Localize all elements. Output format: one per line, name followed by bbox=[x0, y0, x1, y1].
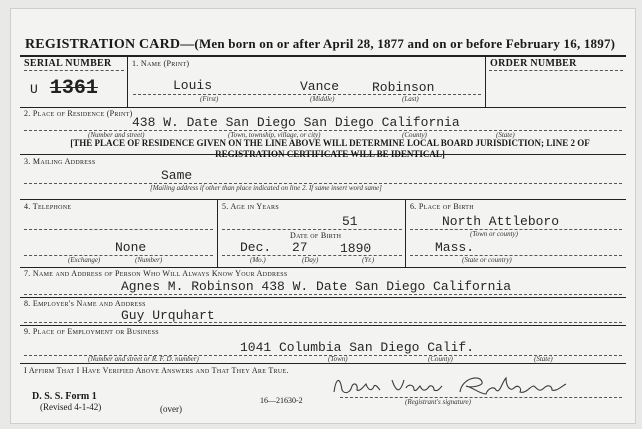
birthplace-label: 6. Place of Birth bbox=[410, 202, 474, 211]
employer-value: Guy Urquhart bbox=[121, 308, 215, 323]
mailing-caption: [Mailing address if other than place indicated on line 2. If same insert word same] bbox=[150, 184, 382, 192]
rule-top bbox=[20, 55, 626, 57]
birthplace-dash-2 bbox=[410, 255, 622, 256]
contact-value: Agnes M. Robinson 438 W. Date San Diego California bbox=[121, 279, 512, 294]
residence-caption-county: (County) bbox=[402, 131, 427, 139]
form-revised: (Revised 4-1-42) bbox=[40, 402, 102, 412]
rule-order bbox=[485, 55, 486, 107]
card-title bbox=[25, 36, 615, 53]
birthplace-town: North Attleboro bbox=[442, 214, 560, 229]
order-dash bbox=[489, 70, 623, 71]
last-caption: (Last) bbox=[402, 95, 419, 103]
telephone-caption-exchange: (Exchange) bbox=[68, 256, 101, 264]
mailing-label: 3. Mailing Address bbox=[24, 157, 96, 166]
rule-6 bbox=[20, 325, 626, 326]
card-title-main: REGISTRATION CARD— bbox=[25, 37, 195, 52]
birthplace-state: Mass. bbox=[435, 240, 475, 255]
rule-tel bbox=[217, 199, 218, 267]
employment-caption-state: (State) bbox=[534, 355, 553, 363]
residence-caption-street: (Number and street) bbox=[88, 131, 145, 139]
dob-month: Dec. bbox=[240, 240, 272, 255]
rule-7 bbox=[20, 363, 626, 364]
employer-dash bbox=[24, 322, 622, 323]
rule-serial bbox=[127, 55, 128, 107]
first-name: Louis bbox=[173, 78, 213, 93]
employment-caption-county: (County) bbox=[428, 355, 453, 363]
rule-5 bbox=[20, 297, 626, 298]
residence-value: 438 W. Date San Diego San Diego California bbox=[132, 115, 460, 130]
serial-dash bbox=[24, 70, 124, 71]
telephone-value: None bbox=[115, 240, 147, 255]
contact-label: 7. Name and Address of Person Who Will Always Know Your Address bbox=[24, 269, 288, 278]
rule-4 bbox=[20, 267, 626, 268]
residence-notice: [THE PLACE OF RESIDENCE GIVEN ON THE LINE ABOVE WILL DETERMINE LOCAL BOARD JURISDICTION; LINE 2 OF REGISTRATION CERTIFICATE WILL BE IDENTICAL] bbox=[70, 138, 590, 159]
mailing-value: Same bbox=[161, 168, 193, 183]
rule-age bbox=[405, 199, 406, 267]
rule-1 bbox=[20, 107, 626, 108]
card-title-subtitle: (Men born on or after April 28, 1877 and on or before February 16, 1897) bbox=[194, 36, 616, 51]
telephone-dash-2 bbox=[24, 255, 213, 256]
last-name: Robinson bbox=[372, 80, 435, 95]
dob-label: Date of Birth bbox=[290, 231, 342, 240]
employment-caption-street: (Number and street or R. F. D. number) bbox=[88, 355, 199, 363]
name-label: 1. Name (Print) bbox=[132, 59, 190, 68]
registrant-signature bbox=[330, 372, 580, 398]
order-label: ORDER NUMBER bbox=[490, 58, 577, 69]
print-code: 16—21630-2 bbox=[260, 396, 303, 405]
middle-caption: (Middle) bbox=[310, 95, 335, 103]
dob-caption-day: (Day) bbox=[302, 256, 319, 264]
dob-year: 1890 bbox=[340, 241, 372, 256]
rule-3 bbox=[20, 199, 626, 200]
birthplace-state-caption: (State or country) bbox=[462, 256, 512, 264]
registration-card bbox=[10, 8, 636, 424]
residence-label: 2. Place of Residence (Print) bbox=[24, 109, 133, 118]
telephone-dash-1 bbox=[24, 229, 213, 230]
employment-label: 9. Place of Employment or Business bbox=[24, 327, 159, 336]
serial-value: 1361 bbox=[49, 77, 98, 100]
serial-label: SERIAL NUMBER bbox=[24, 58, 112, 69]
residence-caption-state: (State) bbox=[496, 131, 515, 139]
dob-caption-year: (Yr.) bbox=[362, 256, 375, 264]
employment-value: 1041 Columbia San Diego Calif. bbox=[240, 340, 475, 355]
signature-caption: (Registrant's signature) bbox=[405, 398, 471, 406]
dob-day: 27 bbox=[292, 240, 308, 255]
over-note: (over) bbox=[160, 404, 182, 414]
age-label: 5. Age in Years bbox=[222, 202, 279, 211]
age-dash bbox=[222, 229, 402, 230]
employment-caption-town: (Town) bbox=[328, 355, 348, 363]
form-number: D. S. S. Form 1 bbox=[32, 391, 97, 402]
telephone-caption-number: (Number) bbox=[135, 256, 163, 264]
contact-dash bbox=[24, 294, 622, 295]
name-dash bbox=[133, 94, 481, 95]
affirm-text: I Affirm That I Have Verified Above Answers and That They Are True. bbox=[24, 366, 289, 375]
first-caption: (First) bbox=[200, 95, 219, 103]
birthplace-town-caption: (Town or county) bbox=[470, 230, 518, 238]
dob-caption-month: (Mo.) bbox=[250, 256, 266, 264]
serial-prefix: U bbox=[30, 82, 38, 97]
serial-number bbox=[30, 77, 98, 100]
residence-caption-town: (Town, township, village, or city) bbox=[228, 131, 321, 139]
age-value: 51 bbox=[342, 214, 358, 229]
telephone-label: 4. Telephone bbox=[24, 202, 72, 211]
signature-dash bbox=[340, 397, 622, 398]
middle-name: Vance bbox=[300, 79, 340, 94]
employer-label: 8. Employer's Name and Address bbox=[24, 299, 146, 308]
